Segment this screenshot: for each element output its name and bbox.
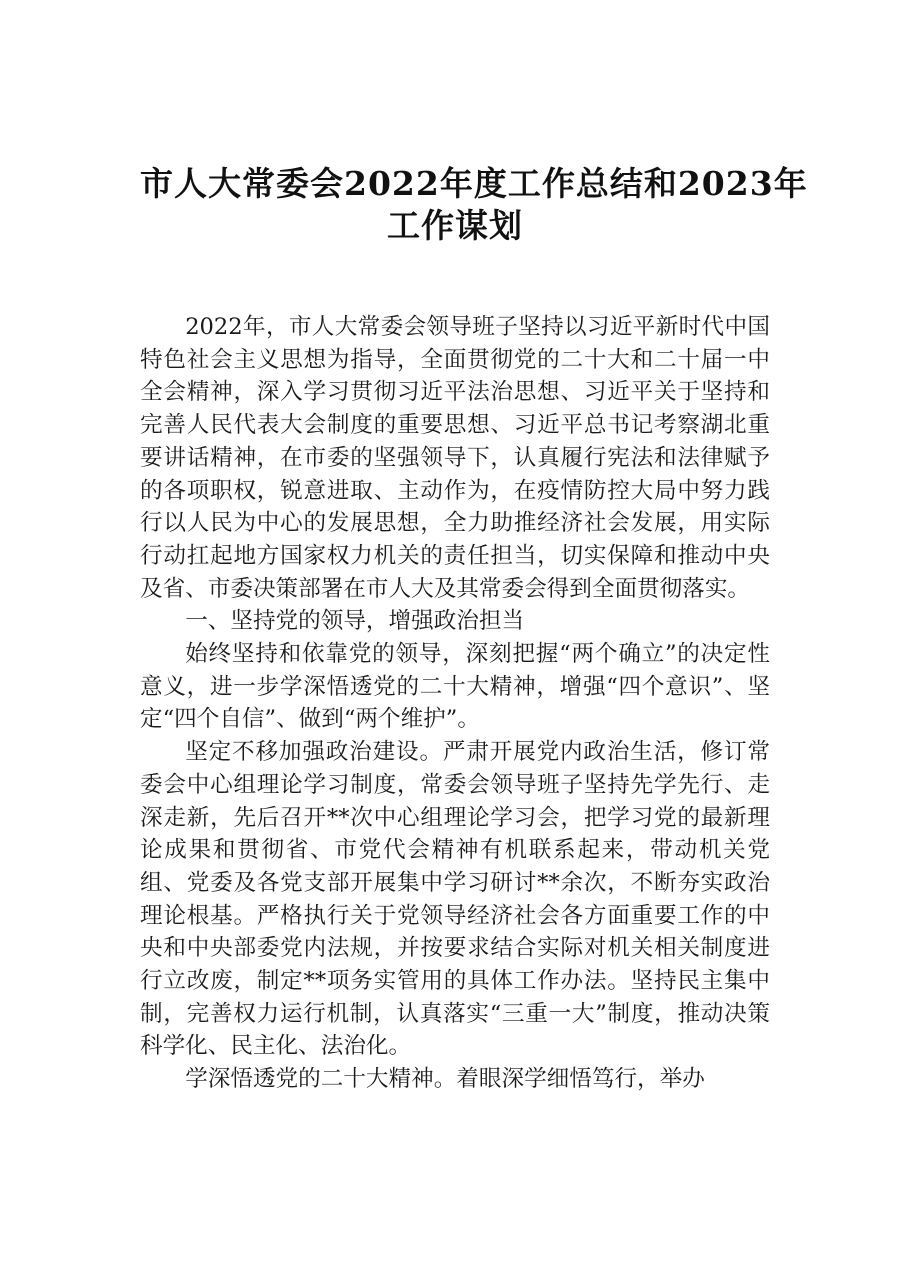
paragraph-party-leadership: 始终坚持和依靠党的领导，深刻把握“两个确立”的决定性意义，进一步学深悟透党的二十大精神，增强“四个意识”、坚定“四个自信”、做到“两个维护”。: [140, 641, 770, 733]
document-title-line2: 工作谋划: [387, 206, 523, 245]
document-body: [140, 311, 770, 1096]
paragraph-twentieth-congress: 学深悟透党的二十大精神。着眼深学细悟笃行，举办: [185, 1066, 705, 1093]
document-title-line1: 市人大常委会2022年度工作总结和2023年: [140, 164, 808, 203]
paragraph-political-building: 坚定不移加强政治建设。严肃开展党内政治生活，修订常委会中心组理论学习制度，常委会领导班子坚持先学先行、走深走新，先后召开**次中心组理论学习会，把学习党的最新理论成果和贯彻省、市党代会精神有机联系起来，带动机关党组、党委及各党支部开展集中学习研讨**余次，不断夯实政治理论根基。严格执行关于党领导经济社会各方面重要工作的中央和中央部委党内法规，并按要求结合实际对机关相关制度进行立改废，制定**项务实管用的具体工作办法。坚持民主集中制，完善权力运行机制，认真落实“三重一大”制度，推动决策科学化、民主化、法治化。: [140, 739, 770, 1060]
section-heading-1: 一、坚持党的领导，增强政治担当: [185, 608, 525, 635]
paragraph-intro: 2022年，市人大常委会领导班子坚持以习近平新时代中国特色社会主义思想为指导，全面贯彻党的二十大和二十届一中全会精神，深入学习贯彻习近平法治思想、习近平关于坚持和完善人民代表大会制度的重要思想、习近平总书记考察湖北重要讲话精神，在市委的坚强领导下，认真履行宪法和法律赋予的各项职权，锐意进取、主动作为，在疫情防控大局中努力践行以人民为中心的发展思想，全力助推经济社会发展，用实际行动扛起地方国家权力机关的责任担当，切实保障和推动中央及省、市委决策部署在市人大及其常委会得到全面贯彻落实。: [140, 314, 770, 602]
